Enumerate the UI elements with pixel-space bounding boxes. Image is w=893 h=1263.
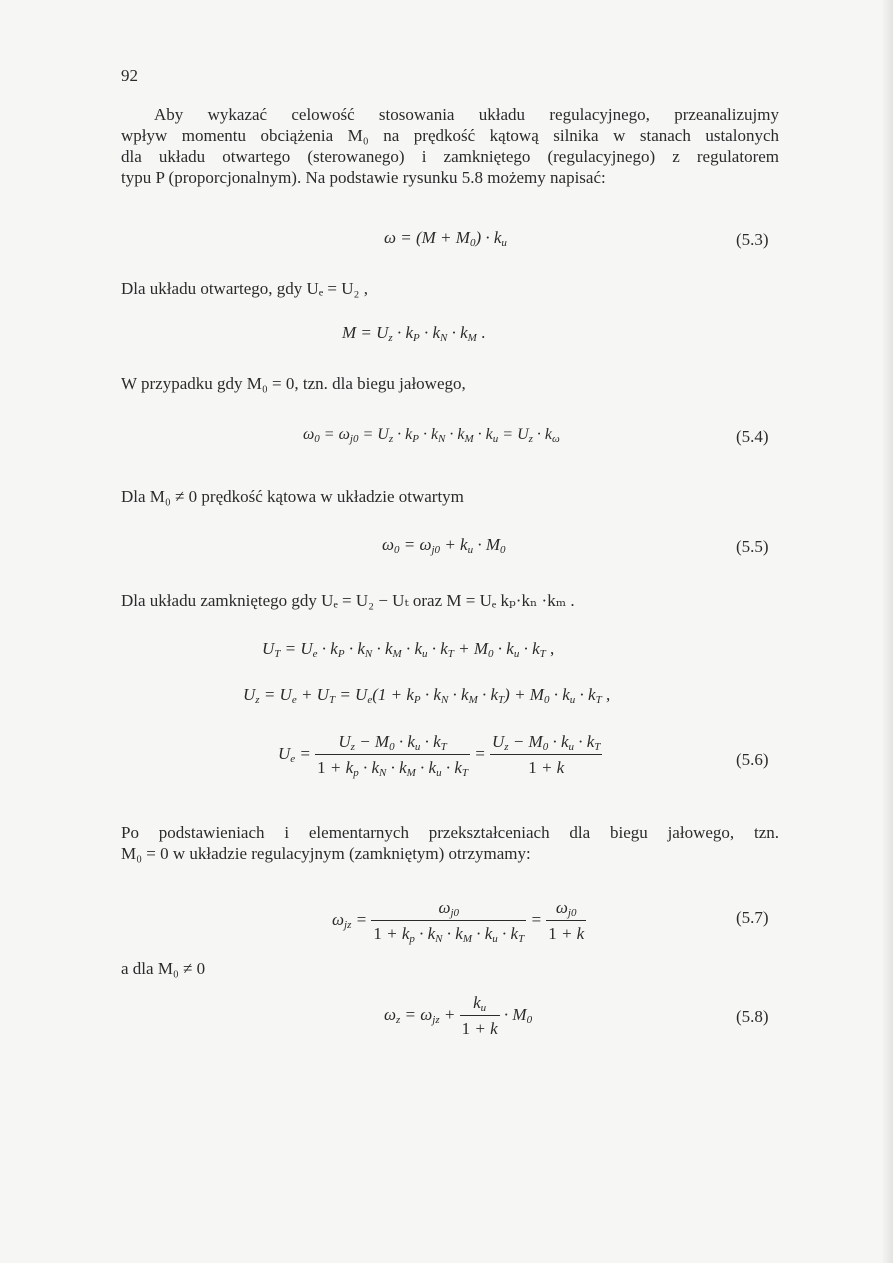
fraction: $\frac{k_u}{1 + k}$ xyxy=(461,993,498,1038)
equation-Uz: $U_z = U_e + U_T = U_e(1 + k_P \cdot k_N \cdot k_M \cdot k_T) + M_0 \cdot k_u \cdot k_T$ , xyxy=(243,685,611,706)
fraction: $\frac{U_z - M_0 \cdot k_u \cdot k_T}{1 + k_p \cdot k_N \cdot k_M \cdot k_u \cdot k_T}$ xyxy=(317,732,469,779)
equation-number: (5.7) xyxy=(736,908,769,927)
paragraph-line: dla układu otwartego (sterowanego) i zamkniętego (regulacyjnego) z regulatorem xyxy=(121,147,779,166)
fraction: $\frac{U_z - M_0 \cdot k_u \cdot k_T}{1 + k}$ xyxy=(492,732,601,777)
equation-UT: $U_T = U_e \cdot k_P \cdot k_N \cdot k_M \cdot k_u \cdot k_T + M_0 \cdot k_u \cdot k_T$ , xyxy=(262,639,555,660)
equation-M: $M = U_z \cdot k_P \cdot k_N \cdot k_M$ . xyxy=(342,323,486,344)
page-number: 92 xyxy=(121,66,138,85)
equation-number: (5.6) xyxy=(736,750,769,769)
paragraph-line: Po podstawieniach i elementarnych przekształceniach dla biegu jałowego, tzn. xyxy=(121,823,779,842)
equation-5-4: $\omega_0 = \omega_{j0} = U_z \cdot k_P \cdot k_N \cdot k_M \cdot k_u = U_z \cdot k_\omega$ xyxy=(303,426,560,445)
paragraph: Dla M₀ ≠ 0 prędkość kątowa w układzie otwartym xyxy=(121,487,464,506)
equation-number: (5.5) xyxy=(736,537,769,556)
paragraph-line: Aby wykazać celowość stosowania układu regulacyjnego, przeanalizujmy xyxy=(154,105,779,124)
paragraph-line: wpływ momentu obciążenia M₀ na prędkość kątową silnika w stanach ustalonych xyxy=(121,126,779,145)
equation-number: (5.8) xyxy=(736,1007,769,1026)
equation-5-7: $\omega_{jz}$ = $\frac{\omega_{j0}}{1 + k_p \cdot k_N \cdot k_M \cdot k_u \cdot k_T}$ = $\frac{\omega_{j0}}{1 + k}$ xyxy=(332,898,585,945)
equation-5-5: $\omega_0 = \omega_{j0} + k_u \cdot M_0$ xyxy=(382,535,506,556)
paragraph: Dla układu otwartego, gdy Uₑ = U₂ , xyxy=(121,279,368,298)
equation-5-6: $U_e$ = $\frac{U_z - M_0 \cdot k_u \cdot k_T}{1 + k_p \cdot k_N \cdot k_M \cdot k_u \cdot k_T}$ = $\frac{U_z - M_0 \cdot k_u \cdot k_T}{1 + k}$ xyxy=(278,732,601,779)
equation-5-3: $\omega = (M + M_0) \cdot k_u$ xyxy=(384,228,507,249)
paragraph-line: M₀ = 0 w układzie regulacyjnym (zamkniętym) otrzymamy: xyxy=(121,844,531,863)
equation-5-8: $\omega_z = \omega_{jz}$ + $\frac{k_u}{1 + k}$ · $M_0$ xyxy=(384,993,533,1038)
paragraph: Dla układu zamkniętego gdy Uₑ = U₂ − Uₜ oraz M = Uₑ kₚ·kₙ ·kₘ . xyxy=(121,591,575,610)
paragraph-line: typu P (proporcjonalnym). Na podstawie rysunku 5.8 możemy napisać: xyxy=(121,168,606,187)
fraction: $\frac{\omega_{j0}}{1 + k_p \cdot k_N \cdot k_M \cdot k_u \cdot k_T}$ xyxy=(373,898,525,945)
equation-number: (5.3) xyxy=(736,230,769,249)
paragraph: W przypadku gdy M₀ = 0, tzn. dla biegu jałowego, xyxy=(121,374,466,393)
equation-number: (5.4) xyxy=(736,427,769,446)
fraction: $\frac{\omega_{j0}}{1 + k}$ xyxy=(548,898,585,943)
paragraph: a dla M₀ ≠ 0 xyxy=(121,959,206,978)
